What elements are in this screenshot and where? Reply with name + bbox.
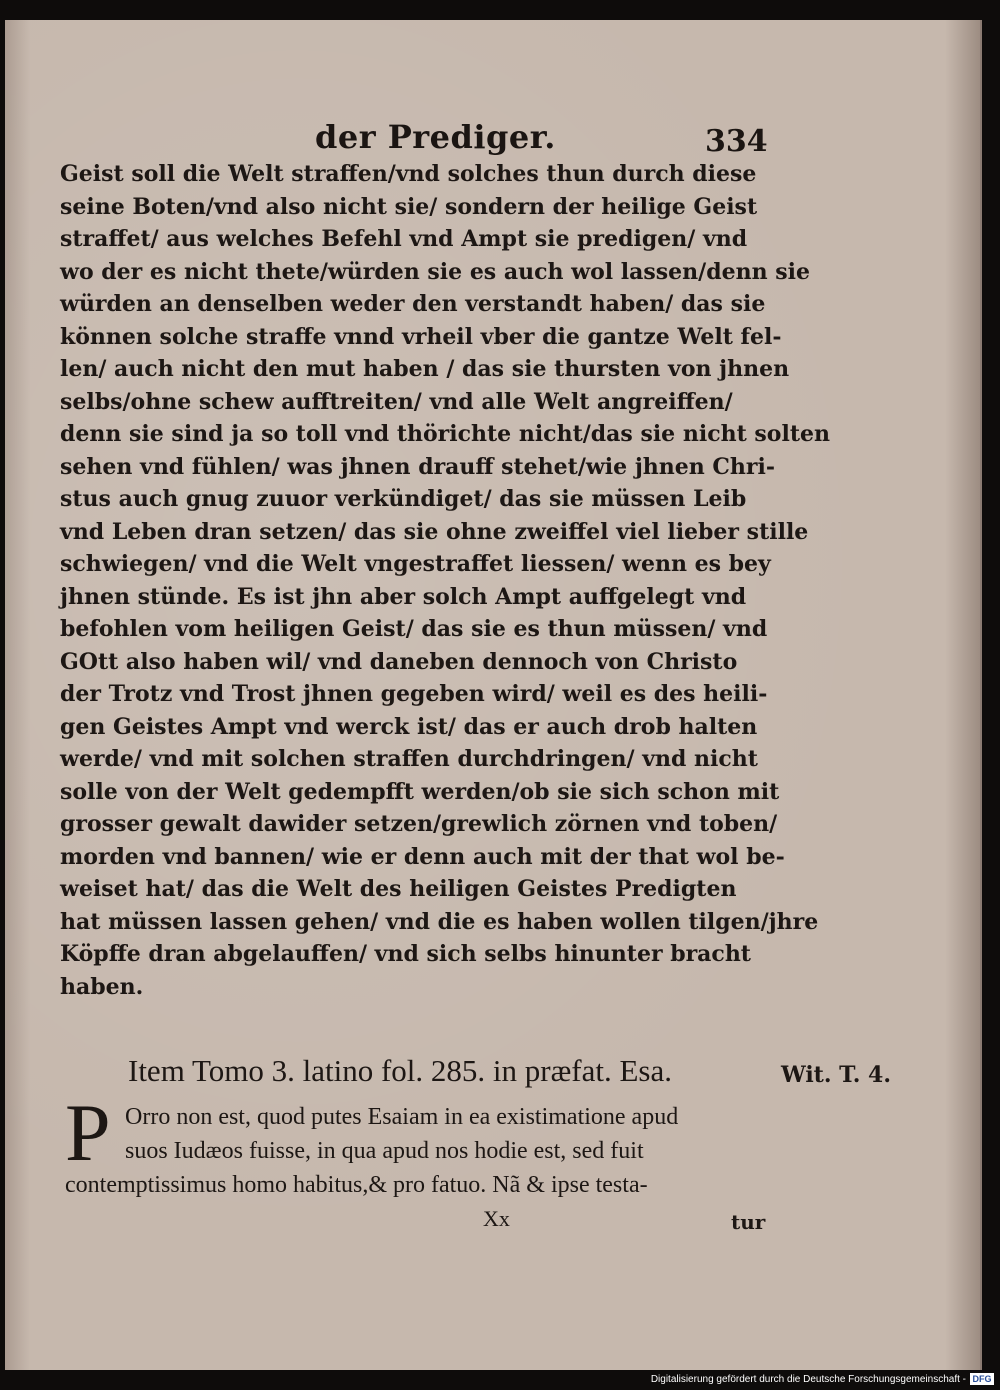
text-line: vnd Leben dran setzen/ das sie ohne zweiffel viel lieber stille	[60, 518, 809, 545]
text-line: haben.	[60, 973, 144, 1000]
text-line: werde/ vnd mit solchen straffen durchdringen/ vnd nicht	[60, 746, 758, 772]
text-line: grosser gewalt dawider setzen/grewlich zörnen vnd toben/	[60, 811, 778, 837]
text-line: Orro non est, quod putes Esaiam in ea existimatione apud	[125, 1104, 679, 1130]
text-line: schwiegen/ vnd die Welt vngestraffet liessen/ wenn es bey	[60, 551, 771, 577]
dfg-logo: DFG	[970, 1373, 994, 1385]
text-line: denn sie sind ja so toll vnd thörichte nicht/das sie nicht solten	[60, 421, 830, 447]
text-line: Köpffe dran abgelauffen/ vnd sich selbs hinunter bracht	[60, 941, 751, 967]
latin-body-text	[65, 1100, 775, 1202]
running-head: der Prediger.	[315, 118, 556, 156]
text-line: suos Iudæos fuisse, in qua apud nos hodie est, sed fuit	[125, 1138, 644, 1164]
signature-mark: Xx	[483, 1206, 510, 1231]
text-line: gen Geistes Ampt vnd werck ist/ das er auch drob halten	[60, 713, 758, 740]
text-line: hat müssen lassen gehen/ vnd die es haben wollen tilgen/jhre	[60, 908, 819, 935]
text-line: jhnen stünde. Es ist jhn aber solch Ampt auffgelegt vnd	[60, 583, 747, 610]
page-number: 334	[705, 124, 768, 159]
text-line: befohlen vom heiligen Geist/ das sie es thun müssen/ vnd	[60, 616, 768, 642]
text-line: GOtt also haben wil/ vnd daneben dennoch von Christo	[60, 648, 738, 675]
text-line: straffet/ aus welches Befehl vnd Ampt sie predigen/ vnd	[60, 226, 748, 252]
text-line: selbs/ohne schew aufftreiten/ vnd alle Welt angreiffen/	[60, 388, 733, 415]
text-line: seine Boten/vnd also nicht sie/ sondern der heilige Geist	[60, 193, 758, 220]
latin-section-heading: Item Tomo 3. latino fol. 285. in præfat. Esa.	[128, 1053, 672, 1088]
text-line: solle von der Welt gedempfft werden/ob sie sich schon mit	[60, 778, 780, 805]
text-line: wo der es nicht thete/würden sie es auch wol lassen/denn sie	[60, 258, 810, 285]
text-line: sehen vnd fühlen/ was jhnen drauff stehet/wie jhnen Chri-	[60, 453, 775, 480]
text-line: len/ auch nicht den mut haben / das sie thursten von jhnen	[60, 356, 790, 382]
text-line: contemptissimus homo habitus,& pro fatuo. Nã & ipse testa-	[65, 1172, 648, 1198]
text-line: stus auch gnug zuuor verkündiget/ das sie müssen Leib	[60, 486, 747, 512]
margin-note: Wit. T. 4.	[781, 1062, 891, 1088]
book-page	[5, 20, 982, 1370]
fraktur-body-text	[60, 158, 830, 1003]
drop-cap-initial: P	[65, 1087, 111, 1178]
digitization-credit: Digitalisierung gefördert durch die Deutsche Forschungsgemeinschaft -	[650, 1374, 966, 1385]
text-line: können solche straffe vnnd vrheil vber die gantze Welt fel-	[60, 323, 782, 350]
text-line: der Trotz vnd Trost jhnen gegeben wird/ weil es des heili-	[60, 681, 768, 707]
text-line: morden vnd bannen/ wie er denn auch mit der that wol be-	[60, 843, 785, 870]
text-line: weiset hat/ das die Welt des heiligen Geistes Predigten	[60, 876, 737, 902]
text-line: Geist soll die Welt straffen/vnd solches thun durch diese	[60, 161, 757, 187]
catchword: tur	[731, 1210, 766, 1234]
text-line: würden an denselben weder den verstandt haben/ das sie	[60, 291, 766, 317]
